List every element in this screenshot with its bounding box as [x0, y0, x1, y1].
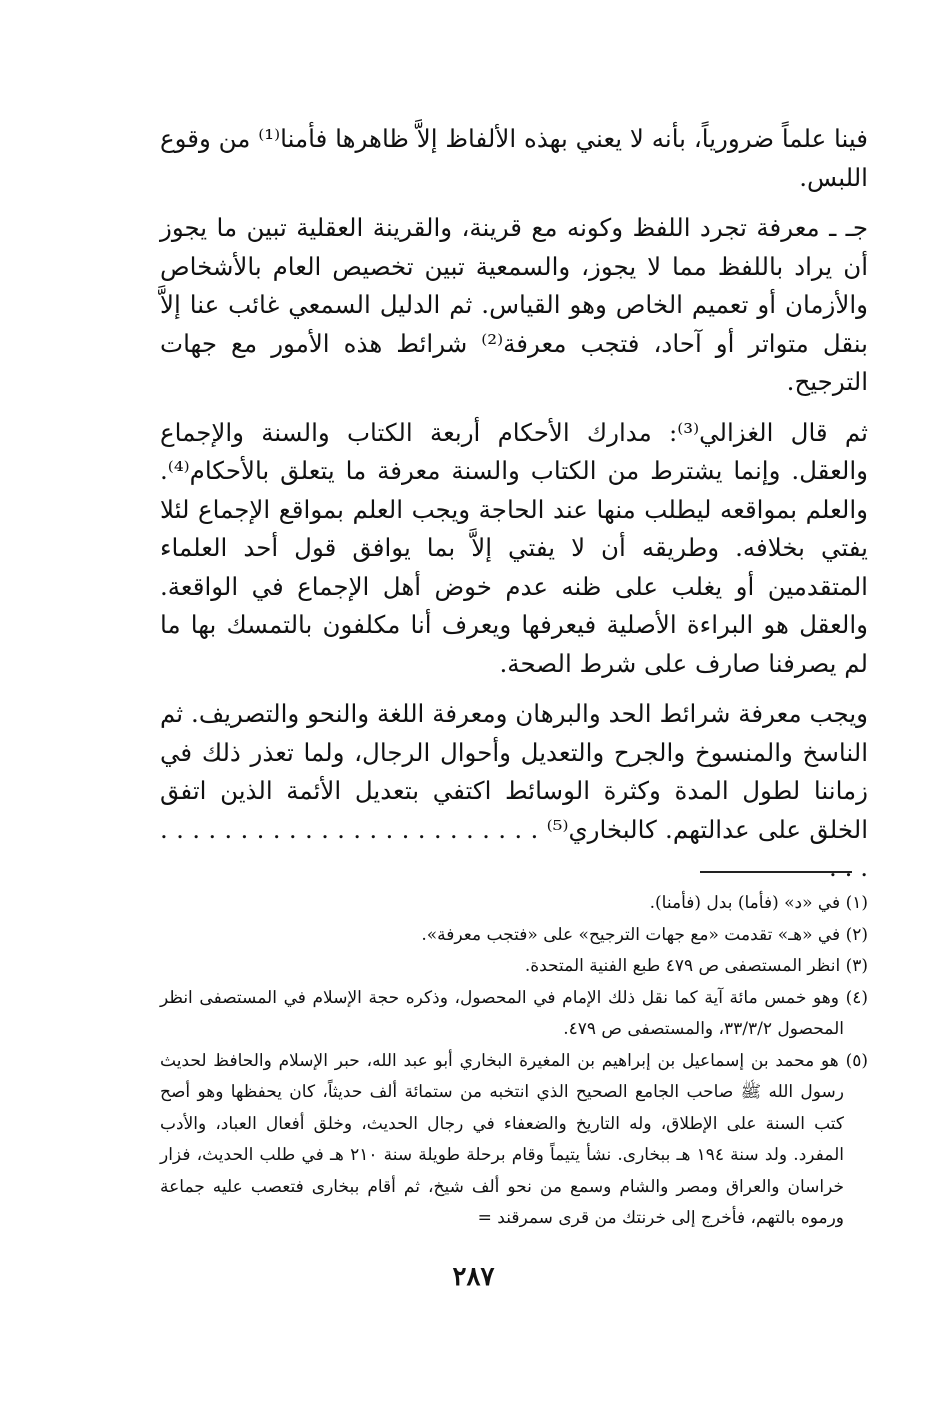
footnote-2: (٢) في «هـ» تقدمت «مع جهات الترجيح» على «فتجب معرفة». — [421, 924, 868, 945]
footnote-4: (٤) وهو خمس مائة آية كما نقل ذلك الإمام في المحصول، وذكره حجة الإسلام في المستصفى انظر المحصول ٣٣/٣/٢، والمستصفى ص ٤٧٩. — [160, 987, 868, 1039]
continuation-dots: . . . . . . . . . . . . . . . . . . . . . . . . . . . — [160, 814, 868, 882]
paragraph-3: ثم قال الغزالي⁽³⁾: مدارك الأحكام أربعة الكتاب والسنة والإجماع والعقل. وإنما يشترط من الكتاب والسنة معرفة ما يتعلق بالأحكام⁽⁴⁾. والعلم بمواقعه ليطلب منها عند الحاجة ويجب العلم بمواقع الإجماع لئلا يفتي بخلافه. وطريقه أن لا يفتي إلاَّ بما يوافق قول أحد العلماء المتقدمين أو يغلب على ظنه عدم خوض أهل الإجماع في الواقعة. والعقل هو البراءة الأصلية فيعرفها ويعرف أنا مكلفون بالتمسك بها ما لم يصرفنا صارف على شرط الصحة. — [160, 417, 868, 678]
paragraph-4 — [160, 695, 868, 888]
paragraph-1: فينا علماً ضرورياً، بأنه لا يعني بهذه الألفاظ إلاَّ ظاهرها فأمنا⁽¹⁾ من وقوع اللبس. — [160, 124, 868, 192]
footnote-3: (٣) انظر المستصفى ص ٤٧٩ طبع الفنية المتحدة. — [524, 956, 868, 976]
footnote-separator — [700, 871, 852, 873]
paragraph-4-text: ويجب معرفة شرائط الحد والبرهان ومعرفة اللغة والنحو والتصريف. ثم الناسخ والمنسوخ والجرح والتعديل وأحوال الرجال، ولما تعذر ذلك في زماننا لطول المدة وكثرة الوسائط اكتفي بتعديل الأئمة الذين اتفق الخلق على عدالتهم. كالبخاري⁽⁵⁾ — [160, 699, 868, 844]
page-number: ٢٨٧ — [452, 1262, 495, 1292]
footnote-1: (١) في «د» (فأما) بدل (فأمنا). — [649, 893, 868, 913]
footnotes — [160, 888, 868, 1235]
paragraph-2: جـ ـ معرفة تجرد اللفظ وكونه مع قرينة، والقرينة العقلية تبين ما يجوز أن يراد باللفظ مما لا يجوز، والسمعية تبين تخصيص العام بالأشخاص والأزمان أو تعميم الخاص وهو القياس. ثم الدليل السمعي غائب عنا إلاَّ بنقل متواتر أو آحاد، فتجب معرفة⁽²⁾ شرائط هذه الأمور مع جهات الترجيح. — [160, 213, 868, 396]
main-text — [160, 120, 868, 900]
footnote-5: (٥) هو محمد بن إسماعيل بن إبراهيم بن المغيرة البخاري أبو عبد الله، حبر الإسلام والحافظ لحديث رسول الله ﷺ صاحب الجامع الصحيح الذي انتخبه من ستمائة ألف حديثاً، كان يحفظها وهو أصح كتب السنة على الإطلاق، وله التاريخ والضعفاء في رجال الحديث، وخلق أفعال العباد، والأدب المفرد. ولد سنة ١٩٤ هـ ببخارى. نشأ يتيماً وقام برحلة طويلة سنة ٢١٠ هـ في طلب الحديث، فزار خراسان والعراق ومصر والشام وسمع من نحو ألف شيخ، ثم أقام ببخارى فتعصب عليه جماعة ورموه بالتهم، فأخرج إلى خرنتك من قرى سمرقند = — [160, 1050, 868, 1228]
